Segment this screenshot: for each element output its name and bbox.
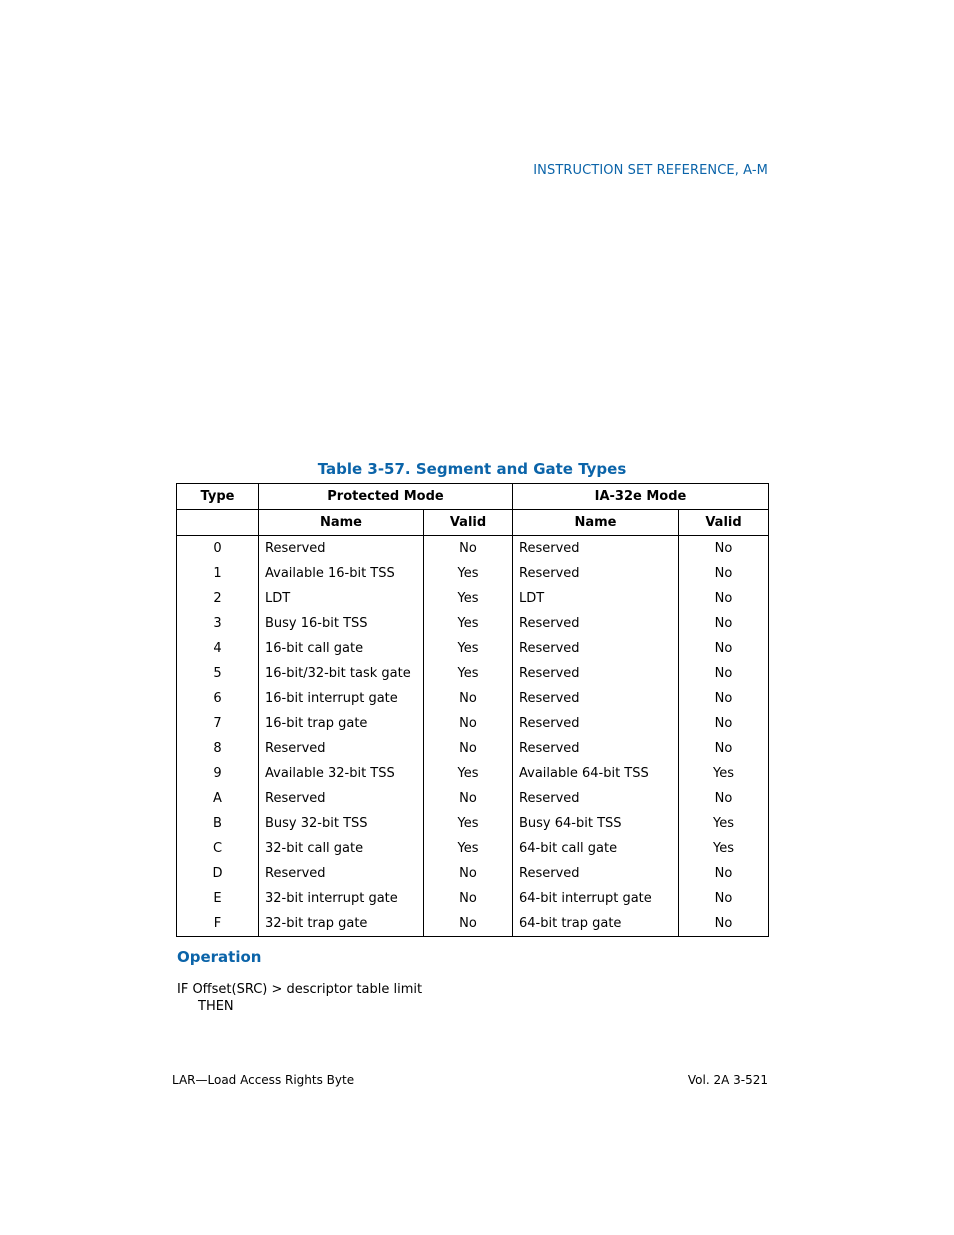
ia-valid-cell: No (679, 636, 769, 661)
table-row (177, 761, 769, 786)
ia-name-header: Name (513, 510, 679, 536)
pm-name-cell: Reserved (259, 736, 424, 761)
pm-name-cell: 32-bit interrupt gate (259, 886, 424, 911)
type-cell: A (177, 786, 259, 811)
operation-code-line: THEN (198, 999, 234, 1014)
ia-name-cell: Reserved (513, 611, 679, 636)
table-row (177, 836, 769, 861)
type-cell: C (177, 836, 259, 861)
pm-valid-cell: Yes (424, 836, 513, 861)
pm-name-cell: Available 16-bit TSS (259, 561, 424, 586)
type-cell: 6 (177, 686, 259, 711)
table-body (177, 536, 769, 937)
table-row (177, 661, 769, 686)
table-caption: Table 3-57. Segment and Gate Types (317, 460, 627, 478)
pm-valid-cell: No (424, 736, 513, 761)
type-cell: F (177, 911, 259, 937)
ia-name-cell: Reserved (513, 561, 679, 586)
ia-valid-cell: Yes (679, 836, 769, 861)
ia-name-cell: Reserved (513, 736, 679, 761)
type-cell: 5 (177, 661, 259, 686)
type-cell: E (177, 886, 259, 911)
pm-name-cell: 16-bit/32-bit task gate (259, 661, 424, 686)
type-cell: 2 (177, 586, 259, 611)
type-subheader-empty (177, 510, 259, 536)
ia-valid-cell: No (679, 586, 769, 611)
pm-name-header: Name (259, 510, 424, 536)
pm-name-cell: Busy 32-bit TSS (259, 811, 424, 836)
ia-valid-cell: Yes (679, 761, 769, 786)
type-cell: 1 (177, 561, 259, 586)
ia-valid-cell: No (679, 736, 769, 761)
type-cell: 9 (177, 761, 259, 786)
type-cell: B (177, 811, 259, 836)
ia-name-cell: Reserved (513, 786, 679, 811)
table-row (177, 586, 769, 611)
table-row (177, 811, 769, 836)
table-row (177, 711, 769, 736)
ia-name-cell: Reserved (513, 661, 679, 686)
pm-name-cell: Reserved (259, 861, 424, 886)
table-row (177, 736, 769, 761)
pm-name-cell: Reserved (259, 786, 424, 811)
pm-name-cell: Reserved (259, 536, 424, 562)
pm-name-cell: 16-bit interrupt gate (259, 686, 424, 711)
ia-name-cell: Reserved (513, 711, 679, 736)
table-row (177, 636, 769, 661)
pm-valid-cell: Yes (424, 561, 513, 586)
ia-valid-cell: Yes (679, 811, 769, 836)
type-cell: 8 (177, 736, 259, 761)
pm-name-cell: Available 32-bit TSS (259, 761, 424, 786)
pm-valid-cell: No (424, 886, 513, 911)
pm-valid-cell: Yes (424, 811, 513, 836)
running-header: INSTRUCTION SET REFERENCE, A-M (533, 163, 768, 178)
table-row (177, 686, 769, 711)
pm-valid-cell: Yes (424, 661, 513, 686)
ia-valid-cell: No (679, 686, 769, 711)
ia-valid-cell: No (679, 536, 769, 562)
pm-valid-cell: Yes (424, 636, 513, 661)
pm-valid-cell: No (424, 861, 513, 886)
pm-name-cell: 16-bit trap gate (259, 711, 424, 736)
ia32e-mode-header: IA-32e Mode (513, 484, 769, 510)
table-row (177, 536, 769, 562)
ia-valid-cell: No (679, 886, 769, 911)
pm-valid-cell: No (424, 911, 513, 937)
table-row (177, 786, 769, 811)
ia-valid-cell: No (679, 911, 769, 937)
pm-name-cell: 16-bit call gate (259, 636, 424, 661)
ia-name-cell: Available 64-bit TSS (513, 761, 679, 786)
type-cell: 7 (177, 711, 259, 736)
footer-page-number: Vol. 2A 3-521 (687, 1073, 768, 1087)
pm-name-cell: 32-bit trap gate (259, 911, 424, 937)
table-row (177, 611, 769, 636)
pm-valid-cell: Yes (424, 611, 513, 636)
table-row (177, 911, 769, 937)
pm-valid-cell: No (424, 711, 513, 736)
ia-name-cell: 64-bit trap gate (513, 911, 679, 937)
pm-valid-cell: Yes (424, 761, 513, 786)
type-column-header: Type (177, 484, 259, 510)
ia-valid-cell: No (679, 561, 769, 586)
ia-name-cell: Reserved (513, 686, 679, 711)
type-cell: 4 (177, 636, 259, 661)
ia-name-cell: 64-bit interrupt gate (513, 886, 679, 911)
operation-code-line: IF Offset(SRC) > descriptor table limit (177, 982, 423, 997)
ia-name-cell: LDT (513, 586, 679, 611)
ia-name-cell: Reserved (513, 861, 679, 886)
pm-name-cell: LDT (259, 586, 424, 611)
ia-name-cell: Busy 64-bit TSS (513, 811, 679, 836)
ia-valid-cell: No (679, 711, 769, 736)
operation-heading: Operation (177, 948, 262, 966)
pm-valid-cell: No (424, 686, 513, 711)
type-cell: 3 (177, 611, 259, 636)
pm-valid-cell: No (424, 536, 513, 562)
ia-name-cell: Reserved (513, 636, 679, 661)
table-row (177, 886, 769, 911)
footer-instruction-name: LAR—Load Access Rights Byte (172, 1073, 355, 1087)
ia-name-cell: 64-bit call gate (513, 836, 679, 861)
protected-mode-header: Protected Mode (259, 484, 513, 510)
segment-gate-types-table (176, 483, 769, 937)
pm-valid-cell: No (424, 786, 513, 811)
ia-valid-header: Valid (679, 510, 769, 536)
table-row (177, 861, 769, 886)
pm-name-cell: Busy 16-bit TSS (259, 611, 424, 636)
pm-valid-cell: Yes (424, 586, 513, 611)
ia-name-cell: Reserved (513, 536, 679, 562)
ia-valid-cell: No (679, 861, 769, 886)
table-row (177, 561, 769, 586)
type-cell: 0 (177, 536, 259, 562)
ia-valid-cell: No (679, 786, 769, 811)
pm-valid-header: Valid (424, 510, 513, 536)
pm-name-cell: 32-bit call gate (259, 836, 424, 861)
ia-valid-cell: No (679, 611, 769, 636)
type-cell: D (177, 861, 259, 886)
ia-valid-cell: No (679, 661, 769, 686)
